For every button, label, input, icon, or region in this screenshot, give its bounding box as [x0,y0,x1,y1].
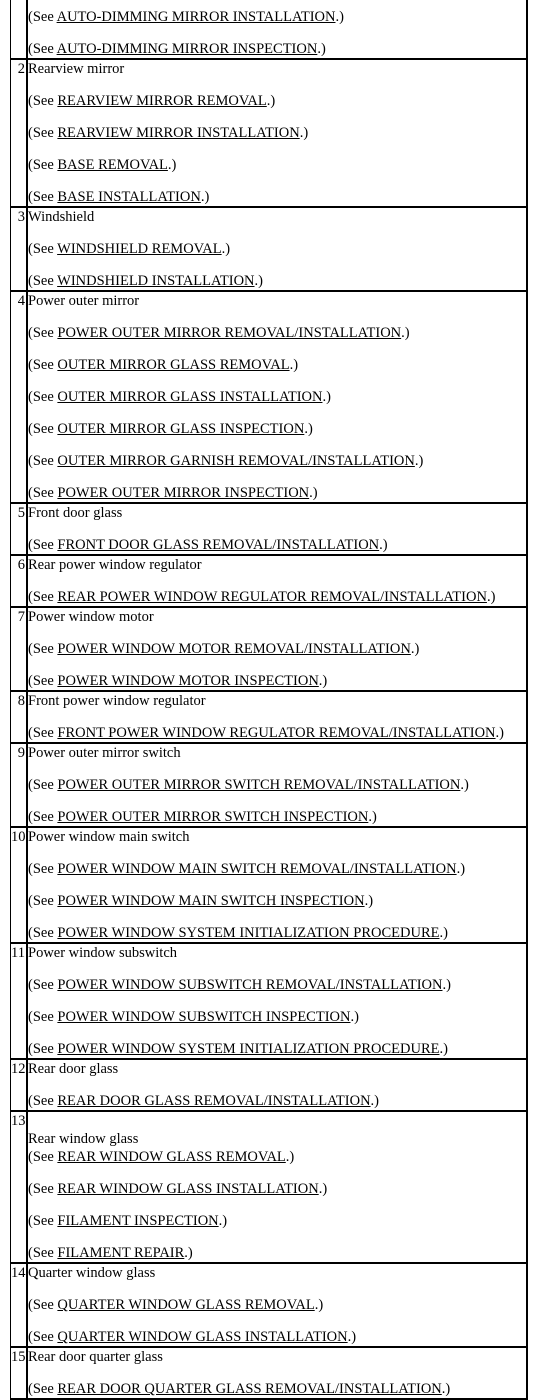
see-suffix: .) [314,1297,324,1313]
see-prefix: (See [28,1149,58,1165]
reference-line [28,174,528,206]
table-row [10,206,528,290]
item-number: 6 [17,557,25,573]
reference-text [28,1380,450,1398]
item-number-cell [10,504,28,554]
see-prefix: (See [28,389,58,405]
component-title: Rear door quarter glass [28,1349,163,1365]
reference-line [28,26,528,58]
item-number: 8 [17,693,25,709]
item-number-cell [10,828,28,942]
reference-text [28,324,410,342]
reference-text [28,640,419,658]
procedure-link[interactable]: REAR WINDOW GLASS REMOVAL [57,1149,286,1165]
reference-text [28,240,230,258]
see-prefix: (See [28,725,58,741]
see-prefix: (See [28,1181,58,1197]
item-number-cell [10,1112,28,1262]
see-prefix: (See [28,453,58,469]
reference-line [28,78,528,110]
procedure-link[interactable]: REAR DOOR QUARTER GLASS REMOVAL/INSTALLATION [57,1381,442,1397]
component-title: Power window main switch [28,829,190,845]
item-content-cell [27,504,528,554]
procedure-link[interactable]: OUTER MIRROR GLASS INSTALLATION [57,389,323,405]
spacer [28,1112,528,1130]
reference-text [28,672,327,690]
reference-text [28,40,326,58]
see-prefix: (See [28,861,58,877]
reference-line [28,574,528,606]
see-prefix: (See [28,125,58,141]
see-prefix: (See [28,809,58,825]
reference-line [28,846,528,878]
item-content-cell [27,744,528,826]
table-row [10,742,528,826]
see-prefix: (See [28,357,58,373]
see-suffix: .) [439,925,448,941]
item-number: 4 [17,293,25,309]
table-row [10,0,528,58]
reference-line [28,1078,528,1110]
reference-text [28,892,373,910]
reference-text [28,484,318,502]
reference-text [28,1244,193,1262]
see-prefix: (See [28,777,58,793]
see-suffix: .) [379,537,388,553]
item-content-cell [27,556,528,606]
reference-line [28,1314,528,1346]
see-prefix: (See [28,589,58,605]
reference-line [28,762,528,794]
item-content-cell [27,0,528,58]
see-suffix: .) [414,453,424,469]
reference-text [28,776,469,794]
reference-line [28,310,528,342]
item-content-cell [27,944,528,1058]
see-suffix: .) [266,93,276,109]
procedure-link[interactable]: QUARTER WINDOW GLASS REMOVAL [57,1297,315,1313]
see-suffix: .) [317,41,326,57]
see-suffix: .) [218,1213,228,1229]
table-row [10,606,528,690]
see-prefix: (See [28,1297,58,1313]
table-row [10,690,528,742]
component-title: Rear window glass [28,1131,139,1147]
item-number-cell [10,608,28,690]
see-suffix: .) [439,1041,448,1057]
item-number: 12 [11,1061,26,1077]
component-title: Windshield [28,209,95,225]
item-number-cell [10,1264,28,1346]
item-content-cell [27,1348,528,1398]
reference-text [28,588,495,606]
procedure-link[interactable]: POWER WINDOW MAIN SWITCH REMOVAL/INSTALLATION [57,861,457,877]
procedure-link[interactable]: OUTER MIRROR GARNISH REMOVAL/INSTALLATION [57,453,415,469]
component-title: Quarter window glass [28,1265,156,1281]
see-prefix: (See [28,1093,58,1109]
table-row [10,554,528,606]
table-row [10,290,528,502]
item-content-cell [27,1112,528,1262]
see-suffix: .) [309,485,318,501]
component-title: Rearview mirror [28,61,125,77]
reference-line [28,406,528,438]
item-content-cell [27,60,528,206]
see-suffix: .) [289,357,299,373]
see-prefix: (See [28,189,58,205]
see-prefix: (See [28,325,58,341]
procedure-link[interactable]: QUARTER WINDOW GLASS INSTALLATION [57,1329,348,1345]
item-number: 2 [17,61,25,77]
procedure-link[interactable]: REAR WINDOW GLASS INSTALLATION [57,1181,319,1197]
procedure-link[interactable]: BASE INSTALLATION [57,189,201,205]
reference-text [28,356,298,374]
reference-line [28,710,528,742]
item-content-cell [27,828,528,942]
see-suffix: .) [364,893,374,909]
see-suffix: .) [318,1181,328,1197]
reference-text [28,188,209,206]
parts-reference-table [10,0,528,1400]
table-row [10,58,528,206]
see-suffix: .) [335,9,344,25]
reference-line [28,1026,528,1058]
reference-text [28,1092,379,1110]
reference-text [28,8,344,26]
component-title: Rear door glass [28,1061,119,1077]
reference-line [28,0,528,26]
component-title: Front power window regulator [28,693,206,709]
item-content-cell [27,1264,528,1346]
component-title: Power window motor [28,609,154,625]
see-suffix: .) [370,1093,380,1109]
item-number: 13 [11,1113,26,1129]
see-prefix: (See [28,485,58,501]
reference-text [28,808,377,826]
item-content-cell [27,208,528,290]
see-prefix: (See [28,1245,58,1261]
reference-line [28,1230,528,1262]
procedure-link[interactable]: POWER OUTER MIRROR SWITCH REMOVAL/INSTALLATION [57,777,461,793]
reference-line [28,1366,528,1398]
reference-text [28,420,313,438]
procedure-link[interactable]: POWER WINDOW MOTOR REMOVAL/INSTALLATION [57,641,411,657]
reference-text [28,1040,448,1058]
item-number-cell [10,292,28,502]
see-prefix: (See [28,9,57,25]
see-suffix: .) [495,725,504,741]
see-prefix: (See [28,157,58,173]
item-number: 10 [11,829,26,845]
procedure-link[interactable]: AUTO-DIMMING MIRROR INSPECTION [56,41,318,57]
see-suffix: .) [410,641,420,657]
item-content-cell [27,1060,528,1110]
procedure-link[interactable]: FRONT POWER WINDOW REGULATOR REMOVAL/INSTALLATION [57,725,496,741]
component-title: Power outer mirror switch [28,745,181,761]
see-suffix: .) [347,1329,357,1345]
reference-line [28,794,528,826]
see-suffix: .) [456,861,466,877]
item-number: 7 [17,609,25,625]
procedure-link[interactable]: REARVIEW MIRROR REMOVAL [57,93,267,109]
item-number: 9 [17,745,25,761]
see-prefix: (See [28,537,58,553]
see-prefix: (See [28,673,58,689]
reference-line [28,1148,528,1166]
component-title: Rear power window regulator [28,557,202,573]
procedure-link[interactable]: WINDSHIELD INSTALLATION [57,273,255,289]
item-number: 15 [11,1349,26,1365]
see-suffix: .) [350,1009,359,1025]
reference-line [28,374,528,406]
component-title: Power window subswitch [28,945,178,961]
reference-text [28,1008,359,1026]
see-prefix: (See [28,1041,58,1057]
see-suffix: .) [322,389,331,405]
reference-text [28,924,448,942]
table-row [10,942,528,1058]
reference-line [28,226,528,258]
item-content-cell [27,608,528,690]
item-number-cell [10,208,28,290]
table-row [10,1262,528,1346]
procedure-link[interactable]: POWER WINDOW SUBSWITCH REMOVAL/INSTALLATION [57,977,443,993]
procedure-link[interactable]: OUTER MIRROR GLASS INSPECTION [57,421,305,437]
reference-line [28,142,528,174]
see-suffix: .) [460,777,469,793]
table-row [10,826,528,942]
reference-text [28,1328,356,1346]
reference-line [28,470,528,502]
procedure-link[interactable]: POWER WINDOW MAIN SWITCH INSPECTION [57,893,365,909]
item-number-cell [10,556,28,606]
procedure-link[interactable]: REAR DOOR GLASS REMOVAL/INSTALLATION [57,1093,371,1109]
reference-line [28,1282,528,1314]
see-prefix: (See [28,925,58,941]
reference-text [28,452,423,470]
item-number: 14 [11,1265,26,1281]
reference-text [28,388,331,406]
table-row [10,1110,528,1262]
reference-line [28,110,528,142]
see-suffix: .) [486,589,496,605]
item-number-cell [10,692,28,742]
table-row [10,502,528,554]
item-content-cell [27,692,528,742]
see-suffix: .) [200,189,210,205]
procedure-link[interactable]: REAR POWER WINDOW REGULATOR REMOVAL/INSTALLATION [57,589,487,605]
see-prefix: (See [28,893,58,909]
reference-text [28,1148,294,1166]
see-suffix: .) [299,125,309,141]
see-suffix: .) [184,1245,193,1261]
reference-line [28,626,528,658]
see-suffix: .) [304,421,313,437]
see-suffix: .) [254,273,263,289]
see-prefix: (See [28,421,58,437]
item-number-cell [10,744,28,826]
reference-text [28,124,308,142]
reference-text [28,976,451,994]
procedure-link[interactable]: POWER WINDOW MOTOR INSPECTION [57,673,319,689]
item-number-cell [10,1348,28,1398]
reference-line [28,962,528,994]
see-prefix: (See [28,93,58,109]
item-number-cell [10,944,28,1058]
procedure-link[interactable]: POWER WINDOW SYSTEM INITIALIZATION PROCEDURE [57,925,440,941]
procedure-link[interactable]: FRONT DOOR GLASS REMOVAL/INSTALLATION [57,537,380,553]
item-number-cell [10,0,28,58]
see-prefix: (See [28,1009,58,1025]
item-number-cell [10,60,28,206]
reference-text [28,724,504,742]
see-prefix: (See [28,641,58,657]
see-prefix: (See [28,41,57,57]
procedure-link[interactable]: POWER WINDOW SYSTEM INITIALIZATION PROCEDURE [57,1041,440,1057]
reference-text [28,156,176,174]
reference-line [28,522,528,554]
procedure-link[interactable]: FILAMENT INSPECTION [57,1213,219,1229]
reference-line [28,438,528,470]
reference-line [28,994,528,1026]
table-row [10,1058,528,1110]
procedure-link[interactable]: OUTER MIRROR GLASS REMOVAL [57,357,290,373]
see-suffix: .) [221,241,231,257]
reference-text [28,536,388,554]
see-prefix: (See [28,1329,58,1345]
reference-line [28,342,528,374]
see-prefix: (See [28,1381,58,1397]
see-prefix: (See [28,273,58,289]
procedure-link[interactable]: POWER OUTER MIRROR REMOVAL/INSTALLATION [57,325,402,341]
procedure-link[interactable]: POWER OUTER MIRROR INSPECTION [57,485,310,501]
reference-text [28,1296,323,1314]
reference-line [28,1198,528,1230]
reference-line [28,258,528,290]
reference-text [28,92,275,110]
procedure-link[interactable]: POWER OUTER MIRROR SWITCH INSPECTION [57,809,369,825]
item-number: 5 [17,505,25,521]
reference-line [28,910,528,942]
item-number: 11 [11,945,25,961]
procedure-link[interactable]: WINDSHIELD REMOVAL [57,241,222,257]
component-title: Front door glass [28,505,123,521]
procedure-link[interactable]: FILAMENT REPAIR [57,1245,185,1261]
see-prefix: (See [28,241,58,257]
item-number-cell [10,1060,28,1110]
reference-text [28,1180,327,1198]
see-suffix: .) [401,325,410,341]
item-number: 3 [17,209,25,225]
procedure-link[interactable]: REARVIEW MIRROR INSTALLATION [57,125,300,141]
reference-text [28,1212,227,1230]
reference-line [28,878,528,910]
see-suffix: .) [285,1149,295,1165]
component-title: Power outer mirror [28,293,140,309]
see-prefix: (See [28,1213,58,1229]
item-content-cell [27,292,528,502]
reference-line [28,1166,528,1198]
reference-text [28,860,465,878]
see-suffix: .) [442,977,451,993]
procedure-link[interactable]: AUTO-DIMMING MIRROR INSTALLATION [56,9,336,25]
see-prefix: (See [28,977,58,993]
see-suffix: .) [441,1381,451,1397]
procedure-link[interactable]: BASE REMOVAL [57,157,168,173]
see-suffix: .) [167,157,177,173]
reference-line [28,658,528,690]
see-suffix: .) [368,809,377,825]
reference-text [28,272,263,290]
procedure-link[interactable]: POWER WINDOW SUBSWITCH INSPECTION [57,1009,351,1025]
see-suffix: .) [318,673,328,689]
